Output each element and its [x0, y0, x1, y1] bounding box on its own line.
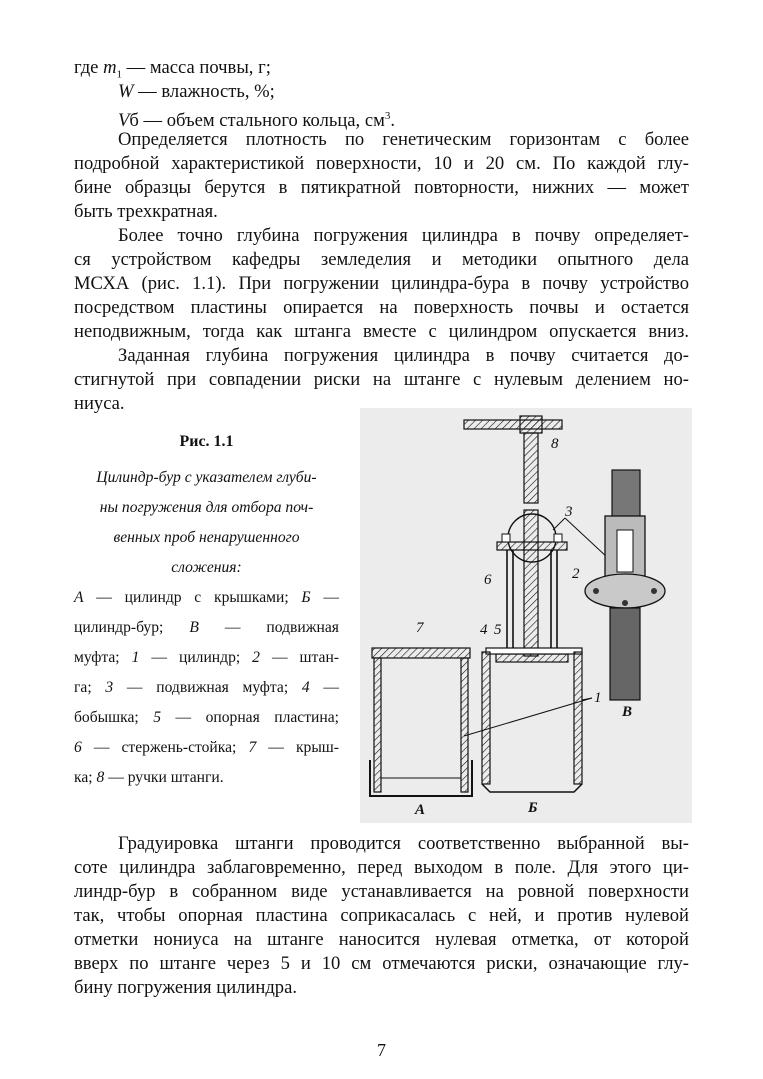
- label-4: 4: [480, 622, 488, 638]
- text-line: Градуировка штанги проводится соответственно выбранной вы-: [118, 833, 689, 854]
- label-1: 1: [594, 690, 602, 706]
- rod: [524, 510, 538, 656]
- legend-line: 6 — стержень-стойка; 7 — крыш-: [74, 739, 339, 756]
- caption-line: ны погружения для отбора поч-: [99, 499, 314, 516]
- caption-line: сложения:: [171, 559, 242, 576]
- text-line: бине образцы берутся в пятикратной повторности, нижних — может: [74, 177, 689, 198]
- label-8: 8: [551, 436, 559, 452]
- text-line: ниуса.: [74, 393, 125, 414]
- label-b: Б: [528, 800, 538, 816]
- label-7: 7: [416, 620, 424, 636]
- caption-line: венных проб ненарушенного: [113, 529, 300, 546]
- label-v: В: [622, 704, 633, 720]
- text-line: подробной характеристикой поверхности, 10 и 20 см. По каждой глу-: [74, 153, 689, 174]
- figure-caption: [74, 430, 339, 810]
- label-2: 2: [572, 566, 580, 582]
- text-line: Более точно глубина погружения цилиндра в почву определяет-: [118, 225, 689, 246]
- label-a: А: [415, 802, 426, 818]
- text-line: где $m_1$ — масса почвы, г;: [74, 57, 271, 81]
- text-line: Vб — объем стального кольца, $см^3$.: [118, 110, 395, 132]
- text-line: ся устройством кафедры земледелия и методики опытного дела: [74, 249, 689, 270]
- text-line: вверх по штанге через 5 и 10 см отмечаются риски, означающие глу-: [74, 953, 689, 974]
- legend-line: А — цилиндр с крышками; Б —: [74, 589, 339, 606]
- text-line: W — влажность, %;: [118, 81, 275, 102]
- label-3: 3: [565, 504, 573, 520]
- text-line: неподвижным, тогда как штанга вместе с цилиндром опускается вниз.: [74, 321, 689, 342]
- text-line: линдр-бур в собранном виде устанавливается на ровной поверхности: [74, 881, 689, 902]
- figure-title: Рис. 1.1: [179, 433, 234, 450]
- legend-line: га; 3 — подвижная муфта; 4 —: [74, 679, 339, 696]
- label-5: 5: [494, 622, 502, 638]
- cylinder-drill-figure: [360, 408, 692, 823]
- text-line: стигнутой при совпадении риски на штанге с нулевым делением но-: [74, 369, 689, 390]
- page-number: 7: [377, 1040, 386, 1060]
- text-line: посредством пластины опирается на поверхность почвы и остается: [74, 297, 689, 318]
- legend-line: цилиндр-бур; В — подвижная: [74, 619, 339, 636]
- text-line: Заданная глубина погружения цилиндра в почву считается до-: [118, 345, 689, 366]
- text-line: бину погружения цилиндра.: [74, 977, 297, 998]
- legend-line: ка; 8 — ручки штанги.: [74, 769, 224, 786]
- text-line: соте цилиндра заблаговременно, перед выходом в поле. Для этого ци-: [74, 857, 689, 878]
- caption-line: Цилиндр-бур с указателем глуби-: [96, 469, 317, 486]
- text-line: отметки нониуса на штанге наносится нулевая отметка, от которой: [74, 929, 689, 950]
- support-plate: [486, 648, 582, 662]
- legend-line: бобышка; 5 — опорная пластина;: [74, 709, 339, 726]
- text-line: быть трехкратная.: [74, 201, 218, 222]
- text-line: Определяется плотность по генетическим горизонтам с более: [118, 129, 689, 150]
- legend-line: муфта; 1 — цилиндр; 2 — штан-: [74, 649, 339, 666]
- text-line: так, чтобы опорная пластина соприкасалась с ней, и против нулевой: [74, 905, 689, 926]
- text-line: МСХА (рис. 1.1). При погружении цилиндра-бура в почву устройство: [74, 273, 689, 294]
- label-6: 6: [484, 572, 492, 588]
